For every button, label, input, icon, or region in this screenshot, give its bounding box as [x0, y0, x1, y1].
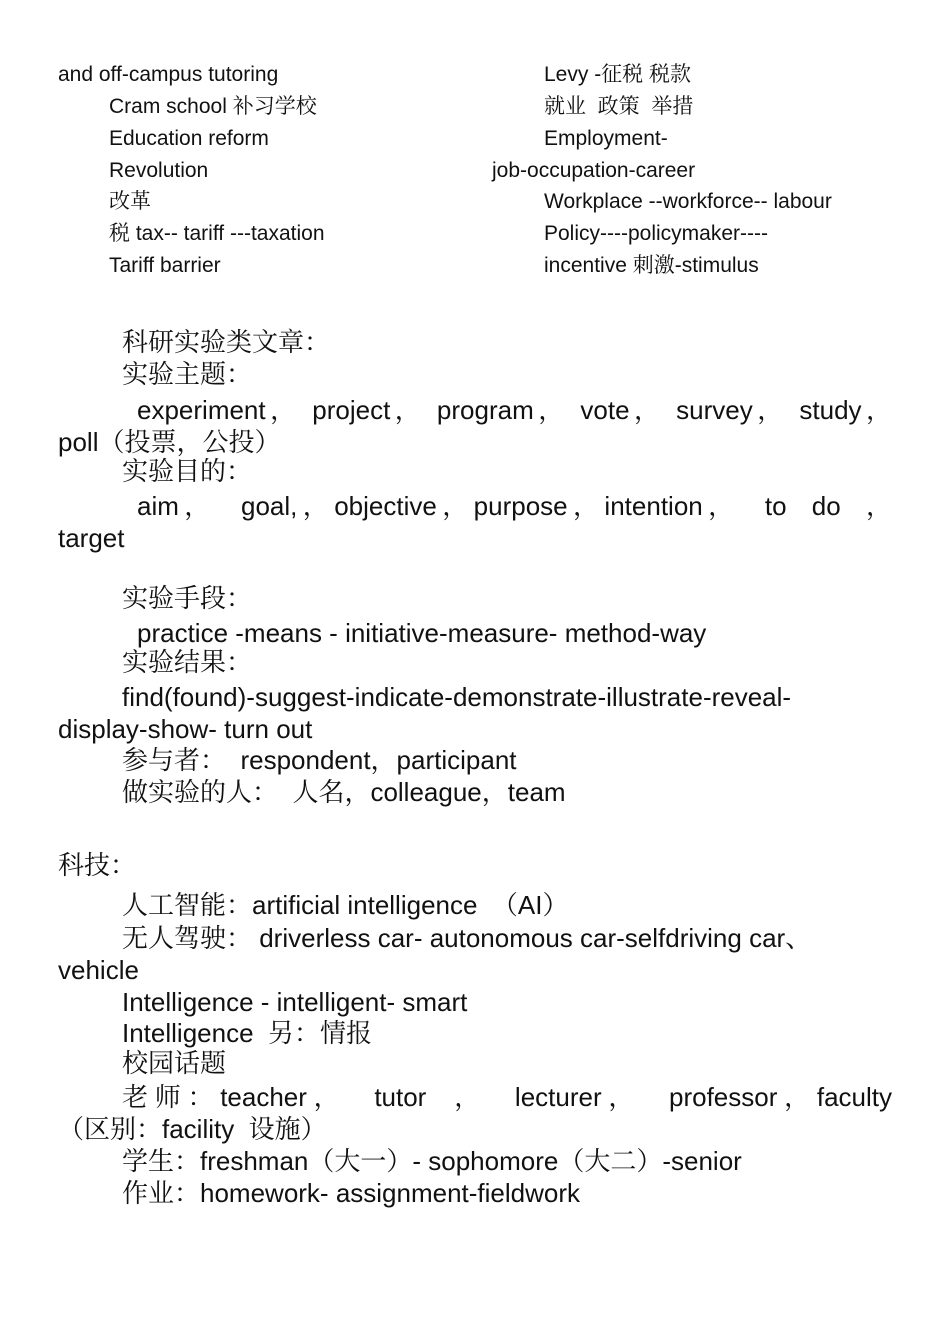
- left-line-3: Education reform: [109, 127, 269, 150]
- aim-line-1: aim， goal,，objective，purpose，intention， to do ，: [137, 491, 892, 521]
- left-line-2: Cram school 补习学校: [109, 95, 317, 118]
- intelligence-line-2: Intelligence 另：情报: [122, 1018, 372, 1048]
- left-line-4: Revolution: [109, 159, 209, 182]
- driverless-line-2: vehicle: [58, 955, 139, 985]
- left-line-6: 税 tax-- tariff ---taxation: [109, 222, 325, 245]
- tech-heading: 科技：: [58, 851, 137, 881]
- driverless-line-1: 无人驾驶： driverless car- autonomous car-selfdriving car、: [122, 923, 812, 953]
- result-label: 实验结果：: [122, 648, 253, 678]
- researcher-line: 做实验的人： 人名，colleague，team: [122, 777, 566, 807]
- right-line-3: Employment-: [544, 127, 668, 150]
- means-line: practice -means - initiative-measure- method-way: [137, 618, 707, 648]
- result-line-1: find(found)-suggest-indicate-demonstrate-illustrate-reveal-: [122, 682, 792, 712]
- right-line-2: 就业 政策 举措: [544, 95, 694, 118]
- left-line-5: 改革: [109, 190, 151, 213]
- means-label: 实验手段：: [122, 584, 253, 614]
- intelligence-line-1: Intelligence - intelligent- smart: [122, 987, 468, 1017]
- aim-label: 实验目的：: [122, 457, 253, 487]
- homework-line: 作业：homework- assignment-fieldwork: [122, 1178, 581, 1208]
- teacher-line-2: （区别：facility 设施）: [58, 1114, 327, 1144]
- right-line-7: incentive 刺激-stimulus: [544, 254, 759, 277]
- teacher-line-1: 老师：teacher， tutor ， lecturer， professor，faculty: [122, 1082, 892, 1112]
- student-line: 学生：freshman（大一）- sophomore（大二）-senior: [122, 1146, 742, 1176]
- left-line-1: and off-campus tutoring: [58, 63, 279, 86]
- campus-heading: 校园话题: [122, 1049, 227, 1079]
- left-line-7: Tariff barrier: [109, 254, 221, 277]
- participant-line: 参与者： respondent，participant: [122, 745, 517, 775]
- right-line-6: Policy----policymaker----: [544, 222, 768, 245]
- topic-line-2: poll（投票，公投）: [58, 427, 281, 457]
- right-line-1: Levy -征税 税款: [544, 63, 692, 86]
- topic-label: 实验主题：: [122, 360, 253, 390]
- topic-line-1: experiment， project， program， vote， survey， study，: [137, 395, 892, 425]
- research-heading: 科研实验类文章：: [122, 328, 331, 358]
- aim-line-2: target: [58, 523, 125, 553]
- right-line-5: Workplace --workforce-- labour: [544, 190, 832, 213]
- right-line-4: job-occupation-career: [492, 159, 696, 182]
- result-line-2: display-show- turn out: [58, 714, 313, 744]
- ai-line: 人工智能：artificial intelligence （AI）: [122, 890, 569, 920]
